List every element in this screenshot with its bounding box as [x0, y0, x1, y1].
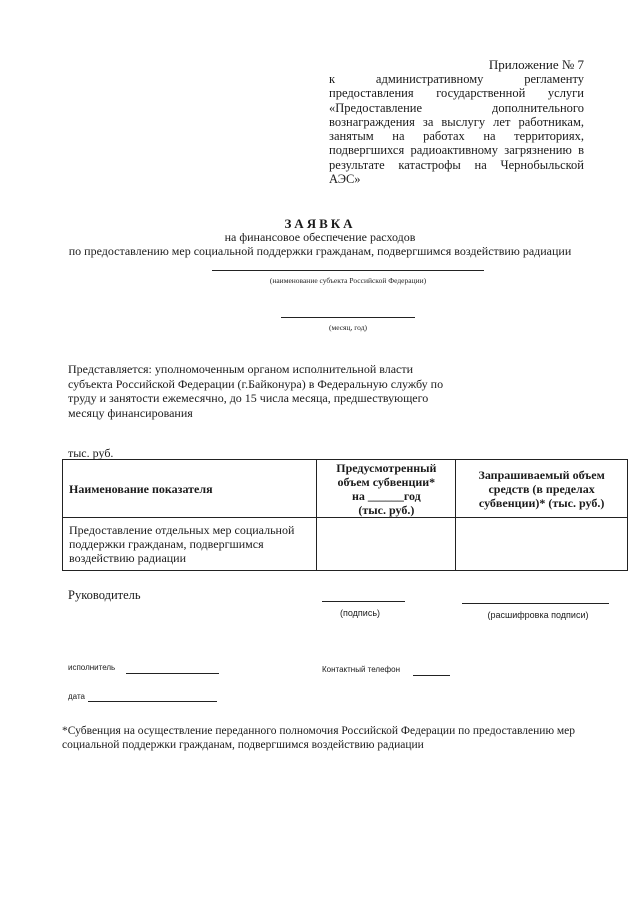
decoding-caption: (расшифровка подписи)	[487, 610, 589, 620]
phone-line[interactable]	[413, 675, 450, 676]
appendix-reference: к административному регламенту предоставления государственной услуги «Предоставление дополнительного вознаграждения за выслугу лет работникам, занятым на работах на территориях, подвергшихся радиоактивному загрязнению в результате катастрофы на Чернобыльской АЭС»	[329, 72, 584, 187]
subject-name-line[interactable]	[212, 270, 484, 271]
table-row	[63, 518, 628, 571]
document-subtitle-1: на финансовое обеспечение расходов	[224, 230, 416, 244]
month-year-caption: (месяц, год)	[328, 323, 368, 332]
col-planned-header: Предусмотренный объем субвенции* на ______год (тыс. руб.)	[317, 460, 456, 518]
appendix-title: Приложение № 7	[488, 57, 584, 72]
document-title: ЗАЯВКА	[284, 216, 356, 231]
month-year-line[interactable]	[281, 317, 415, 318]
decoding-line[interactable]	[462, 603, 609, 604]
date-label: дата	[68, 692, 85, 701]
unit-label: тыс. руб.	[68, 446, 114, 460]
footnote: *Субвенция на осуществление переданного полномочия Российской Федерации по предоставлению мер социальной поддержки гражданам, подвергшимся воздействию радиации	[62, 725, 576, 751]
indicator-cell: Предоставление отдельных мер социальной поддержки гражданам, подвергшимся воздействию радиации	[63, 518, 317, 571]
col-requested-header: Запрашиваемый объем средств (в пределах субвенции)* (тыс. руб.)	[456, 460, 628, 518]
document-subtitle-2: по предоставлению мер социальной поддержки гражданам, подвергшимся воздействию радиации	[68, 244, 572, 258]
request-table	[62, 459, 628, 571]
intro-paragraph: Представляется: уполномоченным органом исполнительной власти субъекта Российской Федерации (г.Байконура) в Федеральную службу по труду и занятости ежемесячно, до 15 числа месяца, предшествующего месяцу финансирования	[68, 362, 444, 420]
date-line[interactable]	[88, 701, 217, 702]
table-header-row	[63, 460, 628, 518]
col-indicator-header: Наименование показателя	[63, 460, 317, 518]
leader-label: Руководитель	[68, 588, 141, 602]
signature-caption: (подпись)	[339, 608, 381, 618]
signature-line[interactable]	[322, 601, 405, 602]
executor-line[interactable]	[126, 673, 219, 674]
subject-name-caption: (наименование субъекта Российской Федерации)	[269, 276, 427, 285]
phone-label: Контактный телефон	[322, 665, 400, 674]
requested-amount-cell[interactable]	[456, 518, 628, 571]
executor-label: исполнитель	[68, 663, 116, 672]
planned-amount-cell[interactable]	[317, 518, 456, 571]
